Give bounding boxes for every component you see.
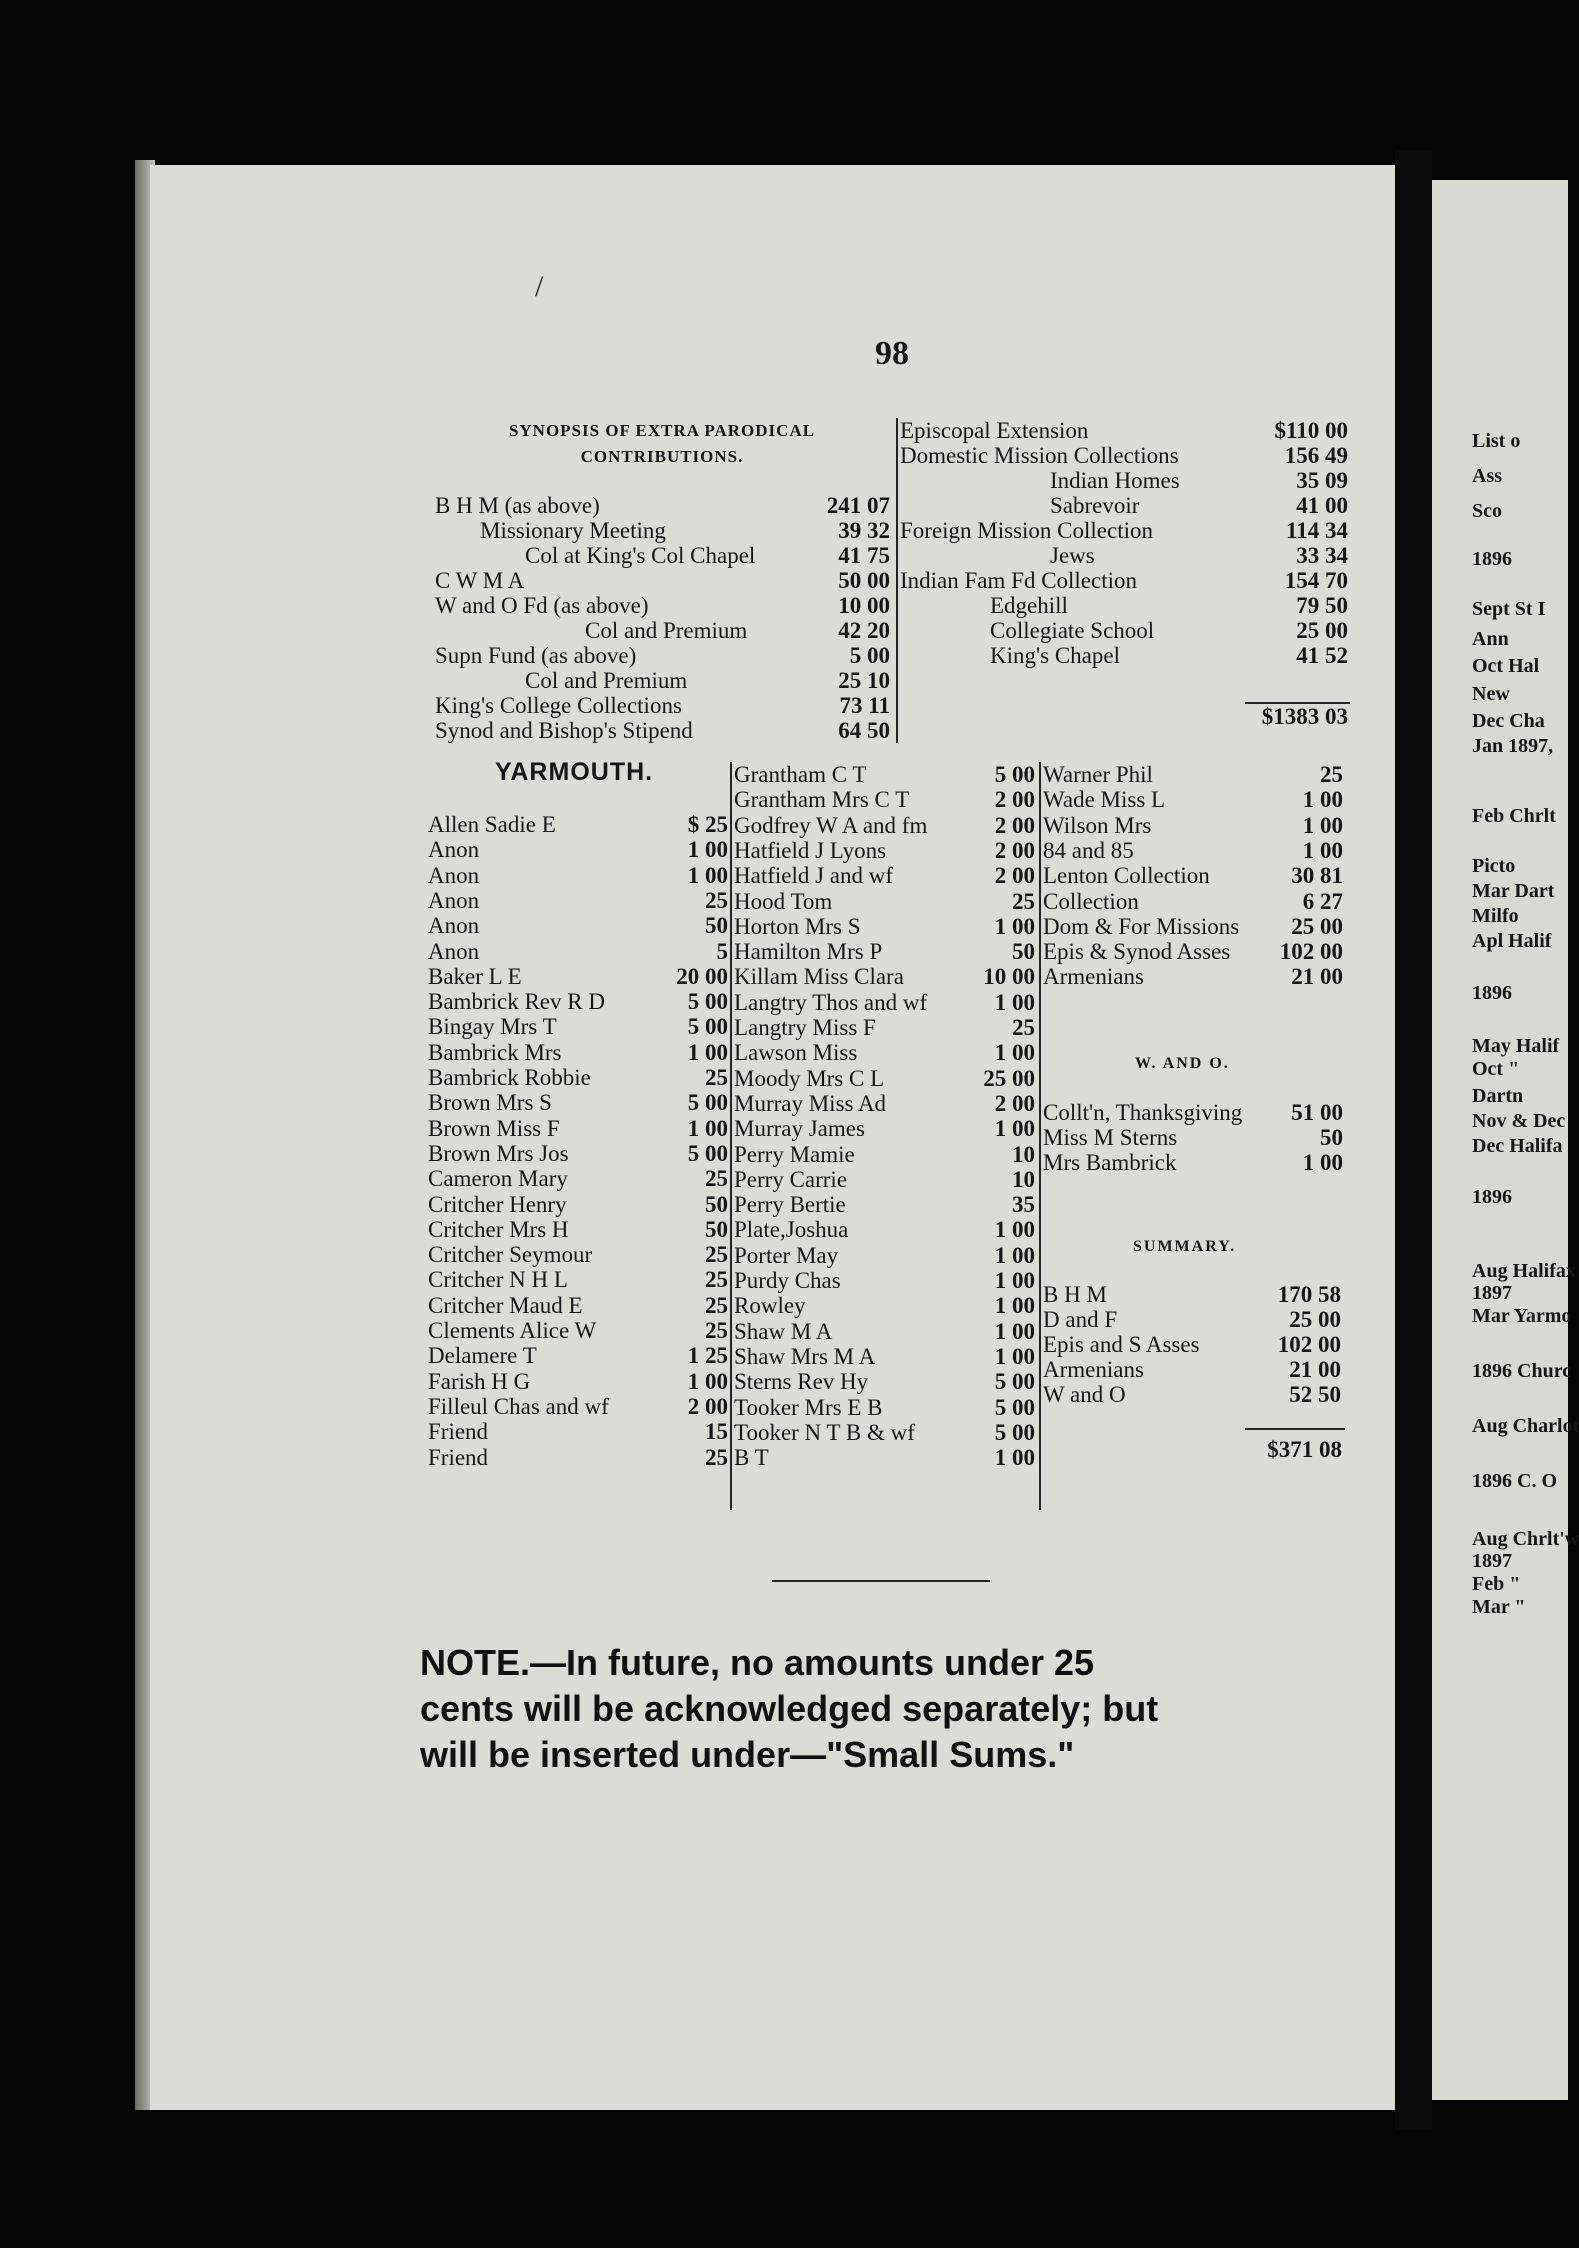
w-and-o-row-label: Mrs Bambrick	[1043, 1150, 1177, 1175]
donor-row-label: Purdy Chas	[734, 1268, 841, 1293]
synopsis-left-row-amount: 73 11	[839, 693, 890, 718]
facing-page-line: Dec Cha	[1472, 710, 1545, 732]
donor-row-amount: 20 00	[676, 963, 728, 989]
donor-row-label: Perry Bertie	[734, 1192, 846, 1218]
donor-row-label: Cameron Mary	[428, 1166, 568, 1192]
synopsis-left-row-amount: 39 32	[838, 518, 890, 543]
synopsis-total: $1383 03	[1261, 704, 1348, 729]
donor-row-label: Friend	[428, 1419, 489, 1445]
w-and-o-heading: W. AND O.	[1135, 1055, 1230, 1072]
facing-page-line: Aug Halifax	[1472, 1260, 1576, 1282]
donor-row-amount: 50	[705, 1191, 728, 1217]
synopsis-right-row-label: Episcopal Extension	[900, 418, 1089, 443]
summary-row-amount: 52 50	[1289, 1382, 1341, 1407]
facing-page-line: Mar Dart	[1472, 880, 1555, 902]
synopsis-left-row-label: W and O Fd (as above)	[435, 593, 649, 618]
synopsis-left-row-label: Col and Premium	[525, 668, 688, 693]
synopsis-right-row-label: King's Chapel	[990, 643, 1120, 668]
donor-row-amount: 2 00	[994, 787, 1035, 813]
donor-row-label: Hatfield J and wf	[734, 863, 894, 889]
donor-row-amount: 25	[1012, 1015, 1035, 1040]
donor-row-amount: $ 25	[687, 812, 728, 837]
donor-row-amount: 5 00	[687, 1090, 728, 1116]
summary-row-amount: 170 58	[1277, 1282, 1341, 1307]
summary-total-rule	[1245, 1428, 1345, 1430]
donor-row-label: Porter May	[734, 1242, 839, 1268]
facing-page-line: Ass	[1472, 465, 1503, 487]
donor-row-label: Shaw M A	[734, 1318, 833, 1344]
facing-page-line: Picto	[1472, 855, 1516, 877]
donor-row-amount: 50	[1012, 939, 1035, 965]
donor-row-amount: 1 00	[687, 1115, 728, 1141]
facing-page-line: Milfo	[1472, 905, 1519, 927]
summary-row-amount: 21 00	[1289, 1357, 1341, 1382]
synopsis-right-row-label: Indian Homes	[1050, 468, 1180, 493]
donor-row-amount: 1 00	[994, 1343, 1035, 1369]
synopsis-right-row-amount: 114 34	[1286, 518, 1348, 543]
donor-row-label: Brown Mrs S	[428, 1090, 552, 1116]
facing-page-line: 1897	[1472, 1550, 1512, 1572]
donor-row-amount: 5 00	[994, 1369, 1035, 1395]
w-and-o-row-label: Miss M Sterns	[1043, 1125, 1178, 1150]
donor-row-label: Filleul Chas and wf	[428, 1393, 609, 1419]
donor-row-label: Tooker N T B & wf	[734, 1419, 915, 1445]
donor-row-amount: 1 00	[1302, 812, 1343, 838]
donor-row-amount: 25	[1320, 762, 1343, 787]
donor-row-amount: 35	[1012, 1192, 1035, 1218]
facing-page-line: 1897	[1472, 1282, 1512, 1304]
donor-row-amount: 5	[716, 938, 728, 964]
donor-row-amount: 1 00	[687, 1368, 728, 1394]
donor-row-label: Tooker Mrs E B	[734, 1394, 883, 1420]
donor-row-label: Clements Alice W	[428, 1318, 597, 1343]
synopsis-left-row-amount: 10 00	[838, 593, 890, 618]
donor-row-amount: 25	[705, 1065, 728, 1090]
donor-row-amount: 1 00	[994, 1242, 1035, 1268]
donor-row-label: Baker L E	[428, 963, 522, 989]
synopsis-left-row-amount: 42 20	[838, 618, 890, 643]
donor-row-label: B T	[734, 1445, 769, 1471]
synopsis-right-row-label: Sabrevoir	[1050, 493, 1140, 518]
donor-row-amount: 25 00	[1291, 913, 1343, 939]
donor-row-amount: 25	[705, 1166, 728, 1192]
facing-page-line: Apl Halif	[1472, 930, 1552, 952]
book-gutter	[1395, 150, 1432, 2130]
donor-row-amount: 1 00	[994, 1217, 1035, 1243]
donor-row-label: Dom & For Missions	[1043, 913, 1240, 939]
donor-row-label: Bingay Mrs T	[428, 1014, 557, 1040]
donor-row-label: Collection	[1043, 888, 1139, 914]
donor-row-label: Hamilton Mrs P	[734, 939, 883, 965]
donor-row-amount: 30 81	[1291, 863, 1343, 889]
donor-row-label: Lawson Miss	[734, 1040, 858, 1066]
donor-row-amount: 25	[705, 1267, 728, 1293]
donor-row-label: Brown Miss F	[428, 1115, 560, 1141]
donor-row-label: Brown Mrs Jos	[428, 1140, 569, 1166]
donor-row-label: Langtry Thos and wf	[734, 989, 928, 1015]
synopsis-left-row-label: C W M A	[435, 568, 525, 593]
facing-page-line: New	[1472, 683, 1510, 705]
donor-row-amount: 2 00	[994, 837, 1035, 863]
synopsis-right-row-amount: 79 50	[1296, 593, 1348, 618]
donor-row-label: Anon	[428, 887, 480, 913]
synopsis-right-row-amount: 156 49	[1284, 443, 1348, 468]
donor-row-amount: 1 00	[994, 1445, 1035, 1471]
donor-row-amount: 5 00	[994, 1419, 1035, 1445]
facing-page-line: Aug Charlot	[1472, 1415, 1579, 1437]
donor-row-amount: 5 00	[994, 1394, 1035, 1420]
donor-row-amount: 102 00	[1279, 939, 1343, 965]
synopsis-left-row-label: B H M (as above)	[435, 493, 600, 518]
donor-row-label: Grantham Mrs C T	[734, 787, 910, 813]
donor-row-amount: 1 25	[687, 1343, 728, 1369]
donor-row-amount: 5 00	[687, 1140, 728, 1166]
facing-page-line: Sco	[1472, 500, 1502, 522]
yarmouth-divider-2	[1039, 762, 1041, 1510]
stray-mark: /	[535, 270, 544, 303]
w-and-o-row-label: Collt'n, Thanksgiving	[1043, 1100, 1243, 1125]
donor-row-label: Wade Miss L	[1043, 787, 1166, 813]
donor-row-label: Armenians	[1043, 964, 1144, 990]
donor-row-amount: 25	[1012, 888, 1035, 914]
donor-row-amount: 1 00	[687, 1039, 728, 1065]
summary-row-label: D and F	[1043, 1307, 1118, 1332]
donor-row-label: Perry Mamie	[734, 1141, 855, 1167]
w-and-o-row-amount: 50	[1320, 1125, 1343, 1150]
donor-row-label: Bambrick Robbie	[428, 1065, 591, 1090]
donor-row-label: Murray Miss Ad	[734, 1090, 887, 1116]
synopsis-right-row-label: Jews	[1050, 543, 1095, 568]
donor-row-amount: 2 00	[994, 863, 1035, 889]
donor-row-amount: 25	[705, 1292, 728, 1318]
donor-row-amount: 25	[705, 887, 728, 913]
summary-total: $371 08	[1267, 1437, 1342, 1462]
donor-row-amount: 15	[705, 1419, 728, 1445]
donor-row-label: Wilson Mrs	[1043, 812, 1152, 838]
facing-page-line: Oct Hal	[1472, 655, 1540, 677]
facing-page-line: Dec Halifa	[1472, 1135, 1563, 1157]
donor-row-amount: 1 00	[994, 989, 1035, 1015]
note-line-1: NOTE.—In future, no amounts under 25	[420, 1642, 1095, 1683]
donor-row-label: Murray James	[734, 1116, 865, 1142]
synopsis-title: SYNOPSIS OF EXTRA PARODICAL CONTRIBUTIONS.	[508, 421, 816, 466]
donor-row-amount: 10	[1012, 1141, 1035, 1167]
donor-row-label: Moody Mrs C L	[734, 1065, 885, 1091]
donor-row-label: Critcher Henry	[428, 1191, 567, 1217]
donor-row-label: Warner Phil	[1043, 762, 1153, 787]
synopsis-right-row-label: Foreign Mission Collection	[900, 518, 1153, 543]
synopsis-right-row-amount: 25 00	[1296, 618, 1348, 643]
donor-row-label: Epis & Synod Asses	[1043, 939, 1231, 965]
synopsis-right-row-amount: 41 52	[1296, 643, 1348, 668]
donor-row-label: Shaw Mrs M A	[734, 1343, 876, 1369]
donor-row-label: Bambrick Mrs	[428, 1039, 562, 1065]
donor-row-amount: 5 00	[994, 762, 1035, 787]
donor-row-amount: 21 00	[1291, 964, 1343, 990]
facing-page-line: List o	[1472, 430, 1521, 452]
donor-row-amount: 1 00	[687, 837, 728, 863]
synopsis-left-row-label: Supn Fund (as above)	[435, 643, 637, 668]
donor-row-amount: 5 00	[687, 989, 728, 1015]
donor-row-label: Anon	[428, 938, 480, 964]
summary-row-amount: 25 00	[1289, 1307, 1341, 1332]
w-and-o-row-amount: 51 00	[1291, 1100, 1343, 1125]
donor-row-label: Bambrick Rev R D	[428, 989, 605, 1015]
yarmouth-divider-1	[730, 762, 732, 1510]
synopsis-left-row-amount: 41 75	[838, 543, 890, 568]
facing-page-line: 1896	[1472, 548, 1512, 570]
donor-row-amount: 1 00	[994, 1318, 1035, 1344]
facing-page-line: Ann	[1472, 628, 1509, 650]
donor-row-label: Perry Carrie	[734, 1166, 848, 1192]
section-separator	[772, 1580, 990, 1582]
donor-row-label: Friend	[428, 1444, 489, 1470]
donor-row-label: Grantham C T	[734, 762, 867, 787]
synopsis-left-row-label: King's College Collections	[435, 693, 682, 718]
synopsis-right-row-label: Domestic Mission Collections	[900, 443, 1179, 468]
donor-row-label: Anon	[428, 837, 480, 863]
donor-row-amount: 25	[705, 1444, 728, 1470]
donor-row-amount: 10	[1012, 1166, 1035, 1192]
summary-row-label: B H M	[1043, 1282, 1107, 1307]
donor-row-label: Critcher Maud E	[428, 1292, 583, 1318]
facing-page-line: 1896	[1472, 1186, 1512, 1208]
donor-row-label: Critcher Seymour	[428, 1242, 593, 1268]
summary-heading: SUMMARY.	[1133, 1238, 1237, 1255]
synopsis-right-row-amount: 154 70	[1284, 568, 1348, 593]
synopsis-right-row-label: Indian Fam Fd Collection	[900, 568, 1138, 593]
donor-row-amount: 1 00	[994, 1040, 1035, 1066]
donor-row-amount: 2 00	[687, 1393, 728, 1419]
donor-row-label: Anon	[428, 862, 480, 888]
donor-row-label: 84 and 85	[1043, 837, 1134, 863]
donor-row-amount: 25	[705, 1242, 728, 1268]
page-number: 98	[875, 335, 909, 372]
donor-row-label: Lenton Collection	[1043, 863, 1210, 889]
donor-row-amount: 1 00	[994, 1268, 1035, 1293]
note	[420, 1640, 1340, 1778]
synopsis-left-row-amount: 241 07	[826, 493, 890, 518]
synopsis-right-row-amount: 35 09	[1296, 468, 1348, 493]
summary-row-label: Armenians	[1043, 1357, 1144, 1382]
donor-row-amount: 1 00	[687, 862, 728, 888]
facing-page-line: Mar "	[1472, 1596, 1526, 1618]
donor-row-label: Killam Miss Clara	[734, 964, 904, 990]
synopsis-right-row-amount: 41 00	[1296, 493, 1348, 518]
synopsis-right-row-label: Edgehill	[990, 593, 1068, 618]
donor-row-label: Rowley	[734, 1293, 806, 1319]
yarmouth-heading: YARMOUTH.	[495, 758, 654, 786]
facing-page-line: Jan 1897,	[1472, 735, 1554, 757]
synopsis-left-row-amount: 50 00	[838, 568, 890, 593]
donor-row-label: Allen Sadie E	[428, 812, 556, 837]
synopsis-right-row-amount: $110 00	[1274, 418, 1348, 443]
facing-page-line: Mar Yarmo	[1472, 1305, 1572, 1327]
donor-row-amount: 25 00	[983, 1065, 1035, 1091]
donor-row-amount: 1 00	[994, 913, 1035, 939]
donor-row-amount: 5 00	[687, 1014, 728, 1040]
donor-row-label: Delamere T	[428, 1343, 537, 1369]
donor-row-label: Anon	[428, 913, 480, 939]
facing-page-line: Nov & Dec	[1472, 1110, 1566, 1132]
donor-row-label: Critcher N H L	[428, 1267, 568, 1293]
donor-row-label: Sterns Rev Hy	[734, 1369, 869, 1395]
donor-row-label: Critcher Mrs H	[428, 1216, 569, 1242]
donor-row-label: Horton Mrs S	[734, 913, 861, 939]
facing-page-line: Aug Chrlt'w	[1472, 1528, 1579, 1550]
donor-row-label: Godfrey W A and fm	[734, 812, 928, 838]
synopsis-right-row-amount: 33 34	[1296, 543, 1348, 568]
donor-row-amount: 2 00	[994, 1090, 1035, 1116]
facing-page-line: 1896	[1472, 982, 1512, 1004]
donor-row-label: Hood Tom	[734, 888, 833, 914]
donor-row-amount: 1 00	[994, 1293, 1035, 1319]
w-and-o-row-amount: 1 00	[1302, 1150, 1343, 1175]
facing-page-line: Oct "	[1472, 1058, 1520, 1080]
synopsis-left-row-amount: 64 50	[838, 718, 890, 743]
summary-row-amount: 102 00	[1277, 1332, 1341, 1357]
facing-page-line: Dartn	[1472, 1085, 1524, 1107]
donor-row-amount: 50	[705, 913, 728, 939]
donor-row-amount: 50	[705, 1216, 728, 1242]
synopsis-left-row-amount: 5 00	[849, 643, 890, 668]
synopsis-divider	[896, 418, 898, 743]
donor-row-label: Plate,Joshua	[734, 1217, 849, 1243]
donor-row-label: Farish H G	[428, 1368, 531, 1394]
synopsis-left-row-label: Col at King's Col Chapel	[525, 543, 756, 568]
note-line-3: will be inserted under—"Small Sums."	[420, 1734, 1075, 1775]
donor-row-amount: 1 00	[1302, 837, 1343, 863]
facing-page-line: May Halif	[1472, 1035, 1560, 1057]
summary-row-label: W and O	[1043, 1382, 1126, 1407]
facing-page-line: 1896 Churc	[1472, 1360, 1572, 1382]
synopsis-right-row-label: Collegiate School	[990, 618, 1155, 643]
facing-page-line: 1896 C. O	[1472, 1470, 1557, 1492]
facing-page-line: Feb Chrlt	[1472, 805, 1556, 827]
note-line-2: cents will be acknowledged separately; but	[420, 1688, 1159, 1729]
facing-page-line: Sept St I	[1472, 598, 1546, 620]
facing-page-line: Feb "	[1472, 1573, 1521, 1595]
donor-row-amount: 1 00	[1302, 787, 1343, 813]
synopsis-left-row-label: Missionary Meeting	[480, 518, 666, 543]
summary-row-label: Epis and S Asses	[1043, 1332, 1200, 1357]
donor-row-amount: 2 00	[994, 812, 1035, 838]
donor-row-label: Hatfield J Lyons	[734, 837, 887, 863]
synopsis-left-row-amount: 25 10	[838, 668, 890, 693]
donor-row-amount: 25	[705, 1318, 728, 1343]
donor-row-amount: 10 00	[983, 964, 1035, 990]
donor-row-label: Langtry Miss F	[734, 1015, 876, 1040]
synopsis-left-row-label: Col and Premium	[585, 618, 748, 643]
donor-row-amount: 6 27	[1302, 888, 1343, 914]
synopsis-left-row-label: Synod and Bishop's Stipend	[435, 718, 693, 743]
donor-row-amount: 1 00	[994, 1116, 1035, 1142]
